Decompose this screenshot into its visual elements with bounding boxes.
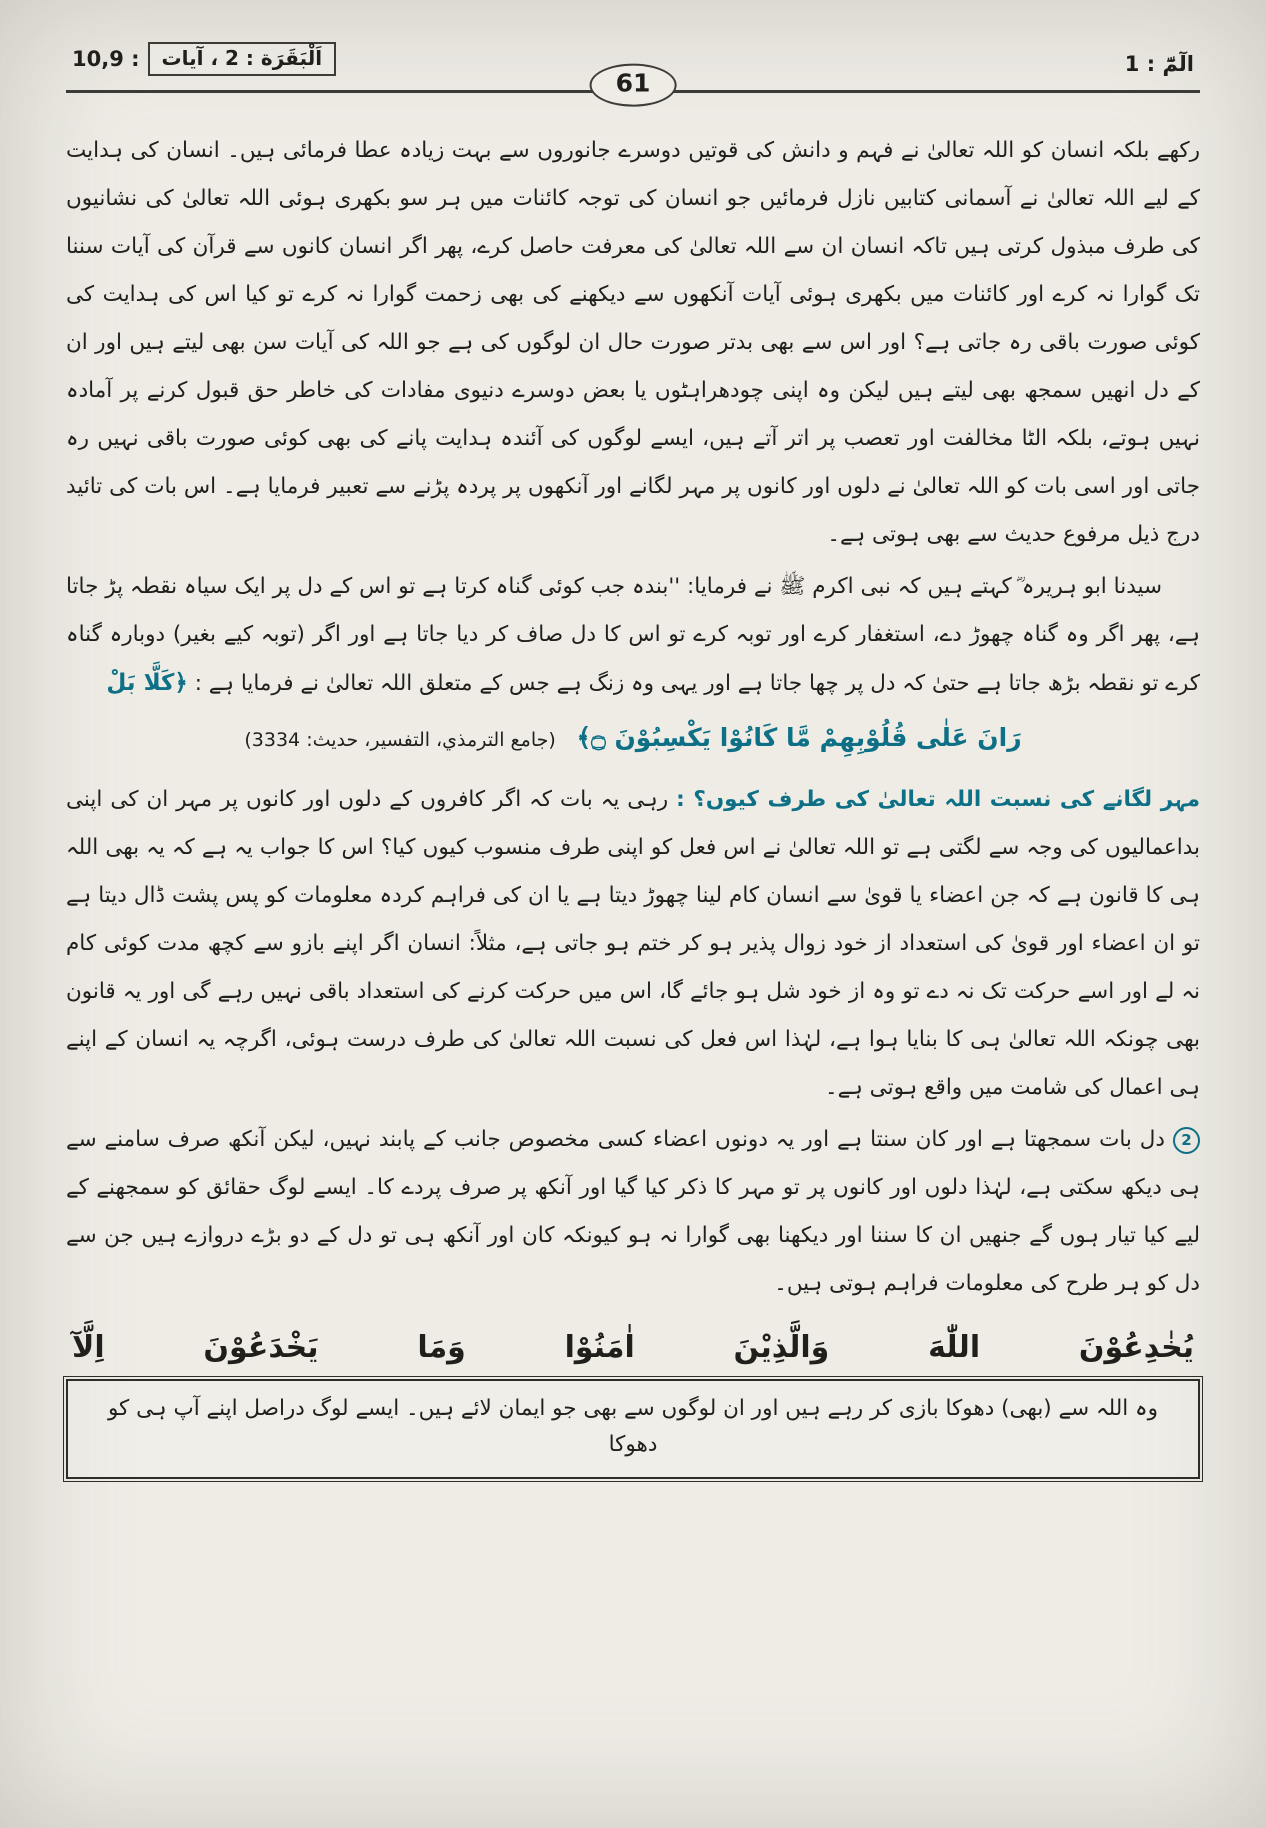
quran-quote-opening: ﴿كَلَّا بَلْ (106, 670, 188, 696)
header-surah-info (72, 42, 336, 76)
verse-word-2: اللّٰهَ (928, 1330, 981, 1365)
hadith-text: سیدنا ابو ہریرہ ؓ کہتے ہیں کہ نبی اکرم ﷺ نے فرمایا: ''بندہ جب کوئی گناہ کرتا ہے تو اس کے دل پر ایک سیاہ نقطہ پڑ جاتا ہے، پھر اگر وہ گناہ چھوڑ دے، استغفار کرے اور توبہ کرے تو اس کا دل صاف کر دیا جاتا ہے اور اگر (توبہ کیے بغیر) دوبارہ گناہ کرے تو نقطہ بڑھ جاتا ہے حتیٰ کہ دل پر چھا جاتا ہے اور یہی وہ زنگ ہے جس کے متعلق اللہ تعالیٰ نے فرمایا ہے : (66, 574, 1200, 696)
paragraph-hadith (66, 563, 1200, 708)
paragraph-commentary-1 (66, 127, 1200, 559)
verse-word-4: اٰمَنُوْا (564, 1330, 635, 1365)
translation-box (66, 1379, 1200, 1479)
verse-word-6: يَخْدَعُوْنَ (203, 1330, 319, 1365)
paragraph-section-why-seal (66, 776, 1200, 1112)
verse-word-1: يُخٰدِعُوْنَ (1078, 1330, 1194, 1365)
section-heading: مہر لگانے کی نسبت اللہ تعالیٰ کی طرف کیوں؟ : (676, 787, 1201, 812)
page-number: 61 (590, 64, 677, 107)
commentary-1-text: رکھے بلکہ انسان کو اللہ تعالیٰ نے فہم و دانش کی قوتیں دوسرے جانوروں سے بہت زیادہ عطا فرمائی ہیں۔ انسان کی ہدایت کے لیے اللہ تعالیٰ نے آسمانی کتابیں نازل فرمائیں جو انسان کی توجہ کائنات میں ہر سو بکھری ہوئی اللہ تعالیٰ کی نشانیوں کی طرف مبذول کرتی ہیں تاکہ انسان ان سے اللہ تعالیٰ کی معرفت حاصل کرے، پھر اگر انسان کانوں سے قرآن کی آیات سننا تک گوارا نہ کرے اور کائنات میں بکھری ہوئی آیات آنکھوں سے دیکھنے کی بھی زحمت گوارا نہ کرے تو کیا اس کی ہدایت کی کوئی صورت باقی رہ جاتی ہے؟ اور اس سے بھی بدتر صورت حال ان لوگوں کی ہے جو اللہ کی آیات سن بھی لیتے ہیں اور ان کے دل انھیں سمجھ بھی لیتے ہیں لیکن وہ اپنی چودھراہٹوں یا بعض دوسرے دنیوی مفادات کی خاطر حق قبول کرنے پر آمادہ نہیں ہوتے، بلکہ الٹا مخالفت اور تعصب پر اتر آتے ہیں، ایسے لوگوں کی آئندہ ہدایت پانے کی بھی کوئی صورت باقی نہیں رہ جاتی اور اسی بات کو اللہ تعالیٰ نے دلوں اور کانوں پر مہر لگانے اور آنکھوں پر پردہ پڑنے سے تعبیر فرمایا ہے۔ اس بات کی تائید درج ذیل مرفوع حدیث سے بھی ہوتی ہے۔ (66, 138, 1200, 547)
note-2-text: دل بات سمجھتا ہے اور کان سنتا ہے اور یہ دونوں اعضاء کسی مخصوص جانب کے پابند نہیں، لیکن آنکھ صرف سامنے سے ہی دیکھ سکتی ہے، لہٰذا دلوں اور کانوں پر تو مہر کا ذکر کیا گیا اور آنکھ پر صرف پردے کا۔ ایسے لوگ حقائق کو سمجھنے کے لیے کیا تیار ہوں گے جنھیں ان کا سننا اور دیکھنا بھی گوارا نہ ہو کیونکہ کان اور آنکھ ہی تو دل کے دو بڑے دروازے ہیں جن سے دل کو ہر طرح کی معلومات فراہم ہوتی ہیں۔ (66, 1127, 1200, 1296)
section-text: رہی یہ بات کہ اگر کافروں کے دلوں اور کانوں پر مہر ان کی اپنی بداعمالیوں کی وجہ سے لگتی ہے تو اللہ تعالیٰ نے اس فعل کو اپنی طرف منسوب کیوں کیا؟ اس کا جواب یہ ہے کہ یہ بھی اللہ ہی کا قانون ہے کہ جن اعضاء یا قویٰ سے انسان کام لینا چھوڑ دیتا ہے یا ان کی فراہم کردہ معلومات کو پس پشت ڈال دیتا ہے تو ان اعضاء اور قویٰ کی استعداد از خود زوال پذیر ہو کر ختم ہو جاتی ہے، مثلاً: انسان اگر اپنے بازو سے کچھ مدت کوئی کام نہ لے اور اسے حرکت تک نہ دے تو وہ از خود شل ہو جائے گا، اس میں حرکت کرنے کی استعداد باقی نہیں رہے گی اور یہ قانون بھی چونکہ اللہ تعالیٰ ہی کا بنایا ہوا ہے، لہٰذا اس فعل کی نسبت اللہ تعالیٰ کی طرف درست ہوئی، اگرچہ یہ انسان کے اپنے ہی اعمال کی شامت میں واقع ہوتی ہے۔ (66, 787, 1200, 1100)
verse-word-7: اِلَّآ (72, 1330, 105, 1365)
translation-text: وہ اللہ سے (بھی) دھوکا بازی کر رہے ہیں اور ان لوگوں سے بھی جو ایمان لائے ہیں۔ ایسے لوگ دراصل اپنے آپ ہی کو دھوکا (107, 1396, 1159, 1457)
quran-citation-line (66, 712, 1200, 766)
verse-word-5: وَمَا (417, 1330, 466, 1365)
verse-word-3: وَالَّذِيْنَ (733, 1330, 830, 1365)
paragraph-note-2 (66, 1116, 1200, 1308)
surah-name-box: اَلْبَقَرَة : 2 ، آیات (148, 42, 337, 76)
hadith-reference: (جامع الترمذي، التفسير، حديث: 3334) (244, 729, 556, 751)
verse-numbers: : 10,9 (72, 47, 140, 71)
page-body (66, 127, 1200, 1479)
header-juz-label: الٓمّٓ : 1 (1124, 52, 1194, 76)
quran-quote-rest: رَانَ عَلٰى قُلُوْبِهِمْ مَّا كَانُوْا يَكْسِبُوْنَ ۝﴾ (576, 723, 1022, 752)
arabic-verse-row (72, 1330, 1194, 1365)
note-2-marker: 2 (1173, 1127, 1200, 1154)
page-header (66, 42, 1200, 98)
